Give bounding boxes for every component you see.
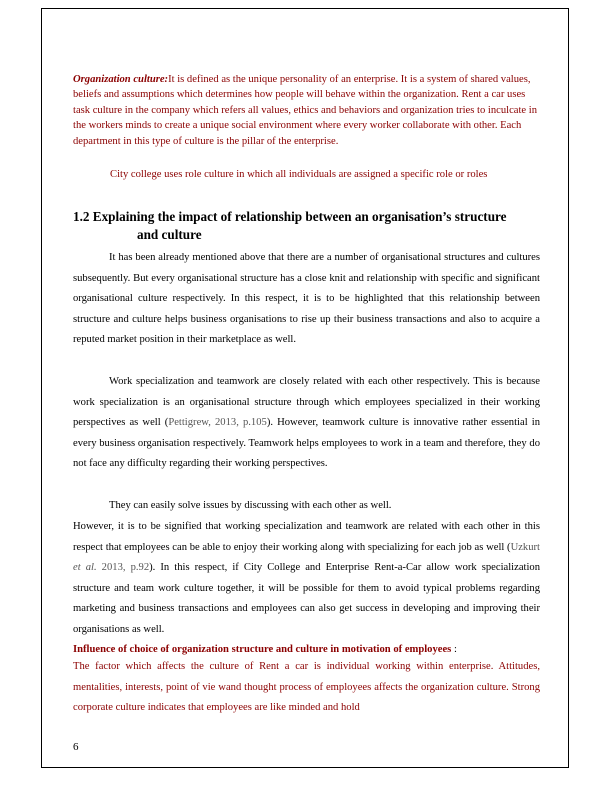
p4-citation-year: 2013, p.92: [96, 562, 150, 574]
page-number: 6: [73, 741, 79, 753]
org-culture-paragraph: [73, 72, 540, 149]
influence-paragraph: The factor which affects the culture of Rent a car is individual working within enterprise. Attitudes, mentalities, interests, point of vie wand thought process of employees affects the organization culture. Strong corporate culture indicates that employees are like minded and hold: [73, 661, 540, 714]
heading-line-2: and culture: [137, 227, 202, 242]
city-college-line: City college uses role culture in which all individuals are assigned a specific role or roles: [110, 169, 488, 180]
p4-text-after: ). In this respect, if City College and Enterprise Rent-a-Car allow work specialization structure and team work culture together, it will be possible for them to avoid typical problems regarding marketing and business transactions and employees can also get success in developing and improving their organisations as well.: [73, 562, 541, 635]
influence-title: Influence of choice of organization structure and culture in motivation of employees: [73, 644, 452, 655]
paragraph-work-specialization: [73, 372, 540, 475]
p2-text-after: ). However, teamwork culture is innovative rather essential in every business organisation respectively. Teamwork helps employees to work in a team and therefore, they do not face any difficulty regarding their working perspectives.: [73, 417, 540, 470]
paragraph-solve-issues: They can easily solve issues by discussing with each other as well.: [109, 500, 392, 511]
org-culture-text: It is defined as the unique personality of an enterprise. It is a system of shared values, beliefs and assumptions which determines how people will behave within the organization. Rent a car uses task culture in the company which refers all values, ethics and behaviors and organization tries to inculcate in the workers minds to create a unique social environment where every worker collaborate with other. Each department in this type of culture is the pillar of the enterprise.: [73, 74, 538, 147]
influence-colon: :: [451, 644, 457, 655]
p4-citation-etal: et al.: [73, 562, 97, 574]
org-culture-lead: Organization culture:: [73, 74, 169, 85]
p4-citation-author: Uzkurt: [510, 541, 540, 553]
p4-text-before: However, it is to be signified that working specialization and teamwork are related with each other in this respect that employees can be able to enjoy their working along with specializing for each job as well (: [73, 521, 540, 553]
heading-line-1: 1.2 Explaining the impact of relationship between an organisation’s structure: [73, 209, 507, 224]
p2-text-before: Work specialization and teamwork are closely related with each other respectively. This is because work specialization is an organisational structure through which employees specialized in their working perspectives as well (: [73, 376, 540, 429]
paragraph-structures: It has been already mentioned above that there are a number of organisational structures and cultures subsequently. But every organisational structure has a close knit and relationship with specific and significant organisational culture respectively. In this respect, it is to be highlighted that this relationship between structure and culture helps business organisations to rise up their business transactions and also to acquire a reputed market position in their marketplace as well.: [73, 252, 540, 346]
paragraph-however: [73, 517, 540, 641]
p2-citation: Pettigrew, 2013, p.105: [168, 417, 267, 429]
influence-heading: [73, 643, 540, 657]
section-heading: [73, 208, 540, 244]
